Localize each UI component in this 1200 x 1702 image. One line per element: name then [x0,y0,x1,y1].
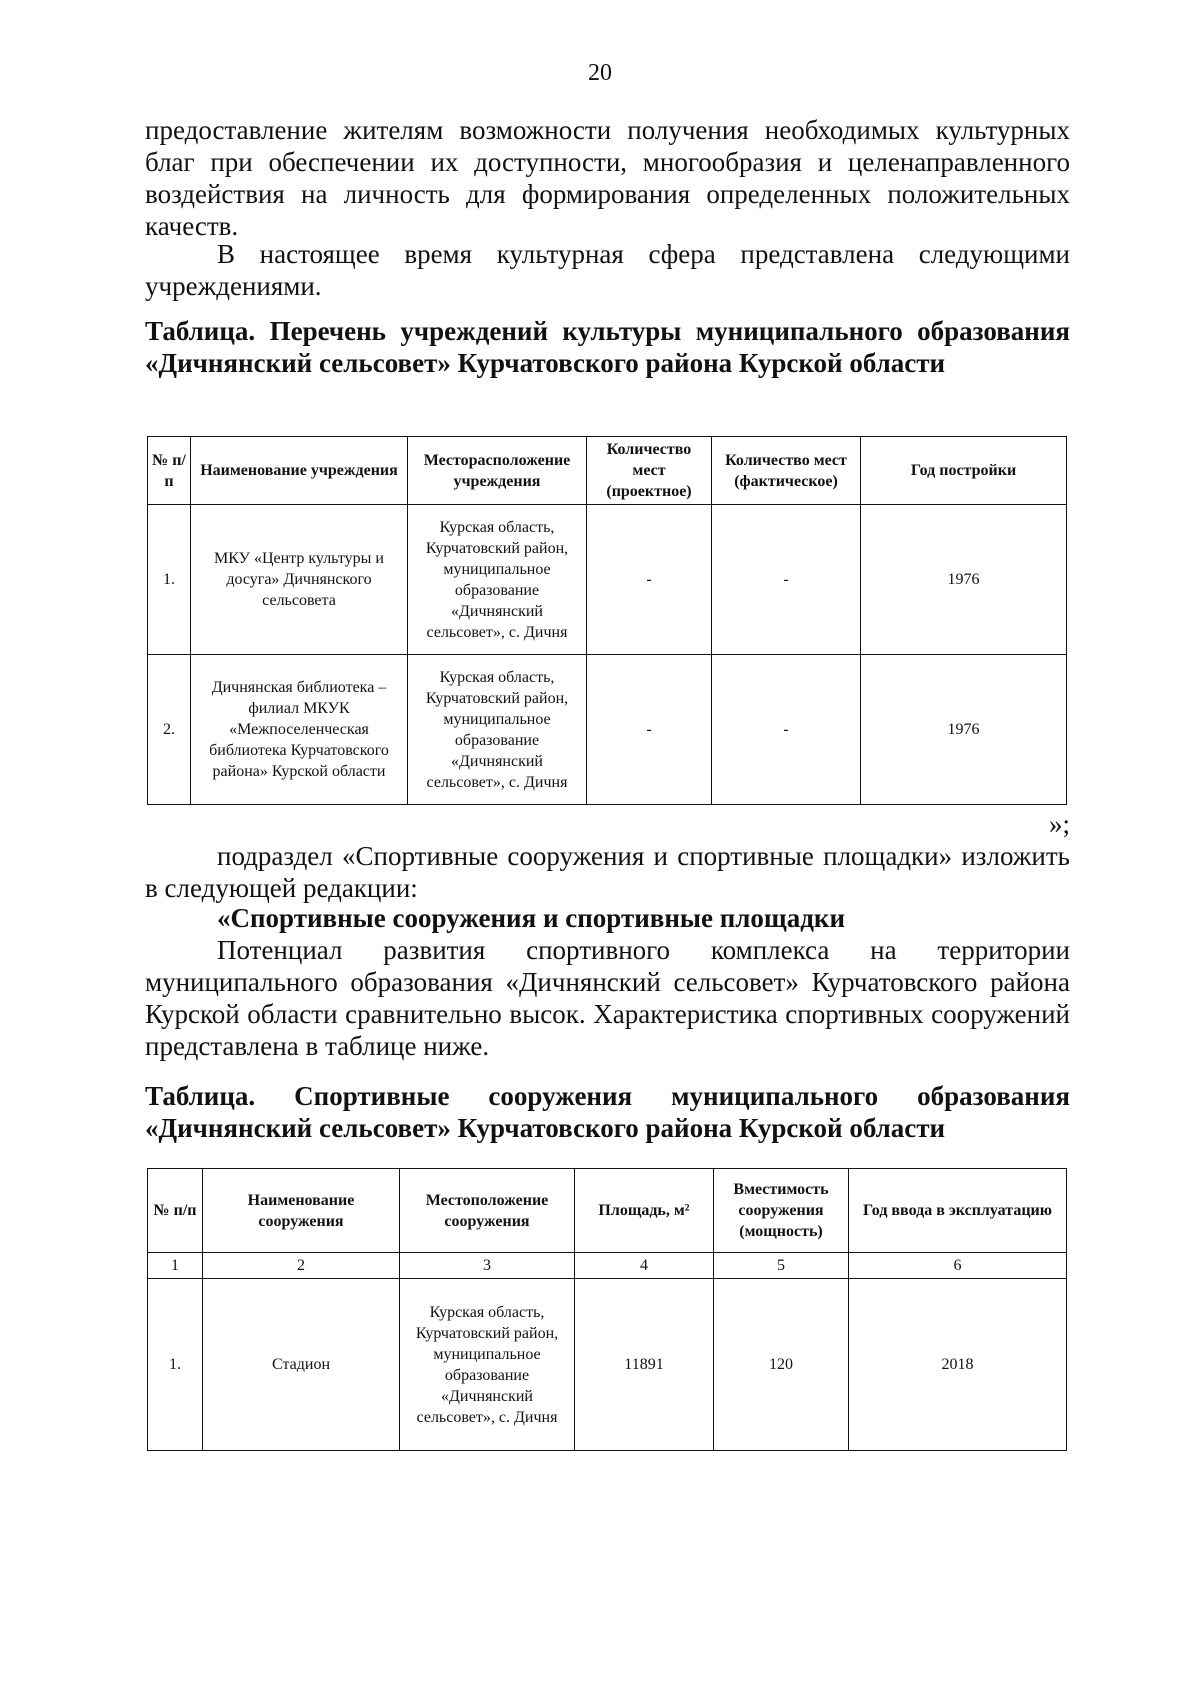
column-number: 4 [575,1253,714,1279]
build-year: 1976 [861,505,1067,655]
table2-caption: Таблица. Спортивные сооружения муниципального образования «Дичнянский сельсовет» Курчатовского района Курской области [145,1081,1070,1143]
section-heading: «Спортивные сооружения и спортивные площадки [217,903,846,933]
header-cell: Год постройки [861,437,1067,505]
column-number: 3 [400,1253,575,1279]
design-seats: - [587,505,712,655]
facility-location: Курская область, Курчатовский район, муниципальное образование «Дичнянский сельсовет», с. Дичня [400,1279,575,1451]
institution-location: Курская область, Курчатовский район, муниципальное образование «Дичнянский сельсовет», с. Дичня [408,655,587,805]
quote-close: »; [1048,809,1070,839]
header-cell: Год ввода в эксплуатацию [849,1169,1067,1253]
column-number: 6 [849,1253,1067,1279]
sports-facilities-table [147,1168,1067,1451]
mid-paragraph-1: подраздел «Спортивные сооружения и спортивные площадки» изложить в следующей редакции: [145,841,1070,903]
table-header-row [148,437,1067,505]
header-cell: № п/п [148,1169,203,1253]
header-cell: Количество мест (фактическое) [712,437,861,505]
header-cell: Площадь, м² [575,1169,714,1253]
table1-caption: Таблица. Перечень учреждений культуры муниципального образования «Дичнянский сельсовет» Курчатовского района Курской области [145,316,1070,378]
institution-name: МКУ «Центр культуры и досуга» Дичнянского сельсовета [191,505,408,655]
column-number-row [148,1253,1067,1279]
facility-name: Стадион [203,1279,400,1451]
header-cell: Вместимость сооружения (мощность) [714,1169,849,1253]
facility-area: 11891 [575,1279,714,1451]
header-cell: Наименование учреждения [191,437,408,505]
institution-name: Дичнянская библиотека – филиал МКУК «Межпоселенческая библиотека Курчатовского района» Курской области [191,655,408,805]
actual-seats: - [712,655,861,805]
table-row [148,505,1067,655]
row-number: 1. [148,505,191,655]
facility-capacity: 120 [714,1279,849,1451]
column-number: 1 [148,1253,203,1279]
header-cell: Месторасположение учреждения [408,437,587,505]
row-number: 1. [148,1279,203,1451]
build-year: 1976 [861,655,1067,805]
culture-institutions-table [147,436,1067,805]
column-number: 5 [714,1253,849,1279]
header-cell: № п/п [148,437,191,505]
column-number: 2 [203,1253,400,1279]
table-row [148,1279,1067,1451]
intro-paragraph-2: В настоящее время культурная сфера представлена следующими учреждениями. [145,239,1070,301]
commission-year: 2018 [849,1279,1067,1451]
row-number: 2. [148,655,191,805]
header-cell: Количество мест (проектное) [587,437,712,505]
table-row [148,655,1067,805]
actual-seats: - [712,505,861,655]
mid-paragraph-2: Потенциал развития спортивного комплекса на территории муниципального образования «Дичнянский сельсовет» Курчатовского района Курской области сравнительно высок. Характеристика спортивных сооружений представлена в таблице ниже. [145,935,1070,1061]
institution-location: Курская область, Курчатовский район, муниципальное образование «Дичнянский сельсовет», с. Дичня [408,505,587,655]
intro-paragraph-1: предоставление жителям возможности получения необходимых культурных благ при обеспечении их доступности, многообразия и целенаправленного воздействия на личность для формирования определенных положительных качеств. [145,115,1070,241]
header-cell: Местоположение сооружения [400,1169,575,1253]
design-seats: - [587,655,712,805]
table-header-row [148,1169,1067,1253]
page-number: 20 [588,60,612,86]
header-cell: Наименование сооружения [203,1169,400,1253]
